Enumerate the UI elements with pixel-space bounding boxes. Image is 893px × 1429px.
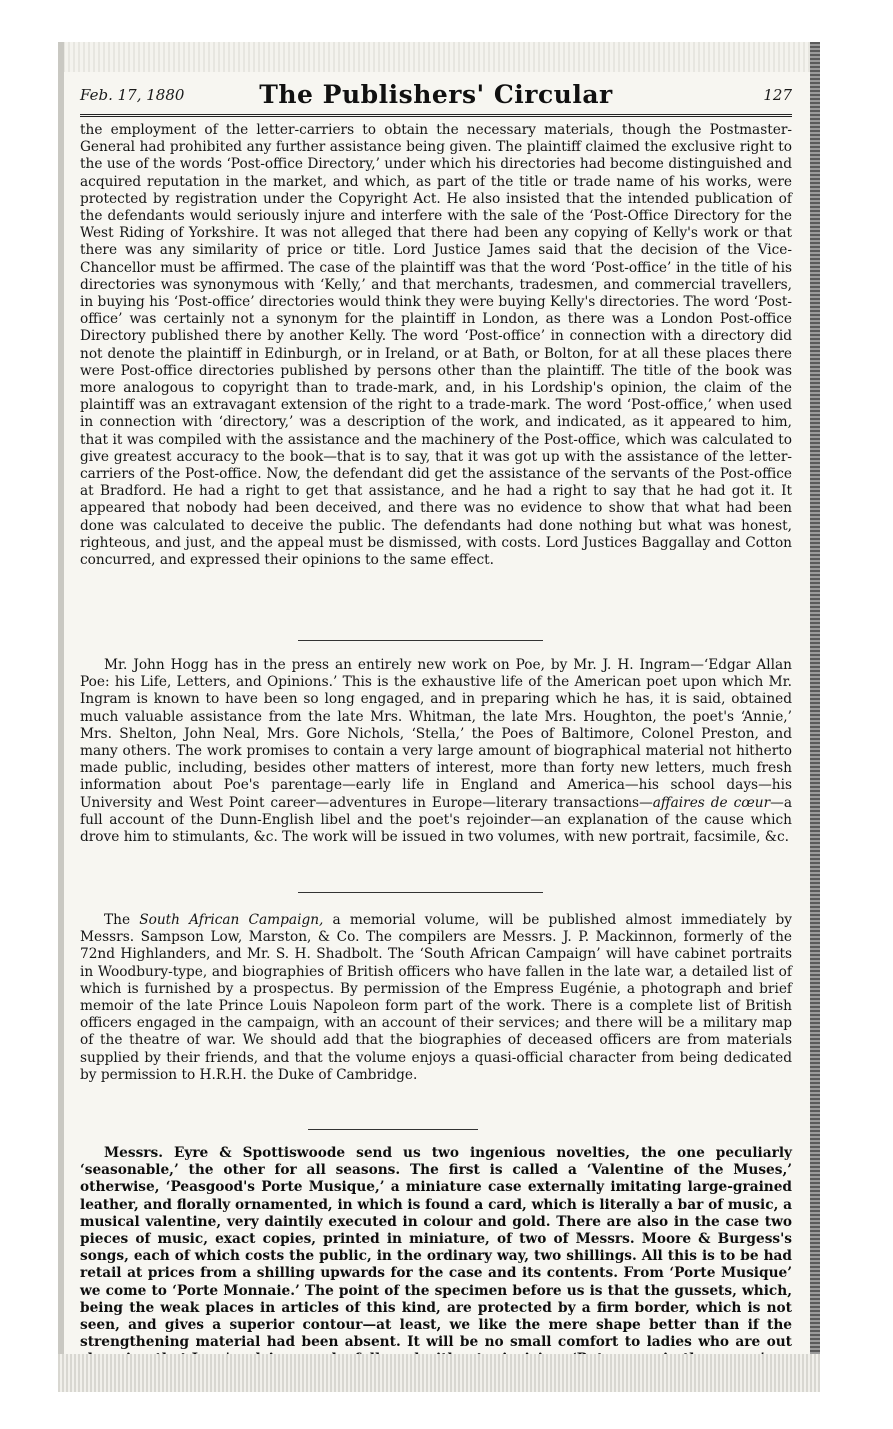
article-paragraph: the employment of the letter-carriers to obtain the necessary materials, though the Postmaster-General had prohibited any further assistance being given. The plaintiff claimed the exclusive right to the use of the words ‘Post-office Directory,’ under which his directories had become distinguished and acquired reputation in the market, and which, as part of the title or trade name of his works, were protected by registration under the Copyright Act. He also insisted that the intended publication of the defendants would seriously injure and interfere with the sale of the ‘Post-Office Directory for the West Riding of Yorkshire. It was not alleged that there had been any copying of Kelly's work or that there was any similarity of price or title. Lord Justice James said that the decision of the Vice-Chancellor must be affirmed. The case of the plaintiff was that the word ‘Post-office’ in the title of his directories was synonymous with ‘Kelly,’ and that merchants, tradesmen, and commercial travellers, in buying his ‘Post-office’ directories would think they were buying Kelly's directories. The word ‘Post-office’ was certainly not a synonym for the plaintiff in London, as there was a London Post-office Directory published there by another Kelly. The word ‘Post-office’ in connection with a directory did not denote the plaintiff in Edinburgh, or in Ireland, or at Bath, or Bolton, for at all these places there were Post-office directories published by persons other than the plaintiff. The title of the book was more analogous to copyright than to trade-mark, and, in his Lordship's opinion, the claim of the plaintiff was an extravagant extension of the right to a trade-mark. The word ‘Post-office,’ when used in connection with ‘directory,’ was a description of the work, and indicated, as it appeared to him, that it was compiled with the assistance and the machinery of the Post-office, which was calculated to give greatest accuracy to the book—that is to say, that it was got up with the assistance of the letter-carriers of the Post-office. Now, the defendant did get the assistance of the servants of the Post-office at Bradford. He had a right to get that assistance, and he had a right to say that he had got it. It appeared that nobody had been deceived, and there was no evidence to show that what had been done was calculated to deceive the public. The defendants had done nothing but what was honest, righteous, and just, and the appeal must be dismissed, with costs. Lord Justices Baggallay and Cotton concurred, and expressed their opinions to the same effect. [80, 122, 792, 569]
article-post-office-directory [80, 122, 792, 569]
article-text: The [104, 912, 140, 928]
article-paragraph [80, 912, 792, 1084]
scan-right-edge [810, 42, 820, 1392]
section-divider [298, 640, 543, 641]
scan-bottom-edge [58, 1354, 820, 1392]
section-divider [308, 1129, 478, 1130]
article-eyre-spottiswoode-novelties [80, 1145, 792, 1369]
newspaper-page [58, 42, 820, 1392]
page-header [80, 80, 792, 112]
issue-date: Feb. 17, 1880 [80, 86, 185, 104]
page-number: 127 [763, 86, 792, 104]
article-paragraph: Messrs. Eyre & Spottiswoode send us two ingenious novelties, the one peculiarly ‘seasonable,’ the other for all seasons. The first is called a ‘Valentine of the Muses,’ otherwise, ‘Peasgood's Porte Musique,’ a miniature case externally imitating large-grained leather, and florally ornamented, in which is found a card, which is literally a bar of music, a musical valentine, very daintily executed in colour and gold. There are also in the case two pieces of music, exact copies, printed in miniature, of two of Messrs. Moore & Burgess's songs, each of which costs the public, in the ordinary way, two shillings. All this is to be had retail at prices from a shilling upwards for the case and its contents. From ‘Porte Musique’ we come to ‘Porte Monnaie.’ The point of the specimen before us is that the gussets, which, being the weak places in articles of this kind, are protected by a firm border, which is not seen, and gives a superior contour—at least, we like the mere shape better than if the strengthening material had been absent. It will be no small comfort to ladies who are out [80, 1145, 792, 1351]
article-text: —a full account of the Dunn-English libel and the poet's rejoinder—an explanation of the cause which drove him to stimulants, &c. The work will be issued in two volumes, with new portrait, facsimile, &c. [80, 794, 792, 846]
article-south-african-campaign [80, 912, 792, 1084]
scan-left-edge [58, 42, 64, 1392]
article-text: Mr. John Hogg has in the press an entirely new work on Poe, by Mr. J. H. Ingram—‘Edgar Allan Poe: his Life, Letters, and Opinions.’ This is the exhaustive life of the American poet upon which Mr. Ingram is known to have been so long engaged, and in preparing which he has, it is said, obtained much valuable assistance from the late Mrs. Whitman, the late Mrs. Houghton, the poet's ‘Annie,’ Mrs. Shelton, John Neal, Mrs. Gore Nichols, ‘Stella,’ the Poes of Baltimore, Colonel Preston, and many others. The work promises to contain a very large amount of biographical material not hitherto made public, including, besides other matters of interest, more than forty new letters, much fresh information about Poe's parentage—early life in England and America—his school days—his University and West Point career—adventures in Europe—literary transactions— [80, 657, 792, 811]
article-text: a memorial volume, will be published almost immediately by Messrs. Sampson Low, Marston, & Co. The compilers are Messrs. J. P. Mackinnon, formerly of the 72nd Highlanders, and Mr. S. H. Shadbolt. The ‘South African Campaign’ will have cabinet portraits in Woodbury-type, and biographies of British officers who have fallen in the late war, a detailed list of which is furnished by a prospectus. By permission of the Empress Eugénie, a photograph and brief memoir of the late Prince Louis Napoleon form part of the work. There is a complete list of British officers engaged in the campaign, with an account of their services; and there will be a military map of the theatre of war. We should add that the biographies of deceased officers are from materials supplied by their friends, and that the volume enjoys a quasi-official character from being dedicated by permission to H.R.H. the Duke of Cambridge. [80, 912, 792, 1083]
article-poe-biography [80, 657, 792, 846]
header-rule [80, 114, 792, 117]
section-divider [298, 892, 543, 893]
article-paragraph [80, 657, 792, 846]
article-italic-text: affaires de cœur [652, 794, 771, 811]
scan-top-edge [58, 42, 820, 72]
article-italic-text: South African Campaign, [139, 912, 324, 928]
publication-title: The Publishers' Circular [259, 80, 613, 109]
